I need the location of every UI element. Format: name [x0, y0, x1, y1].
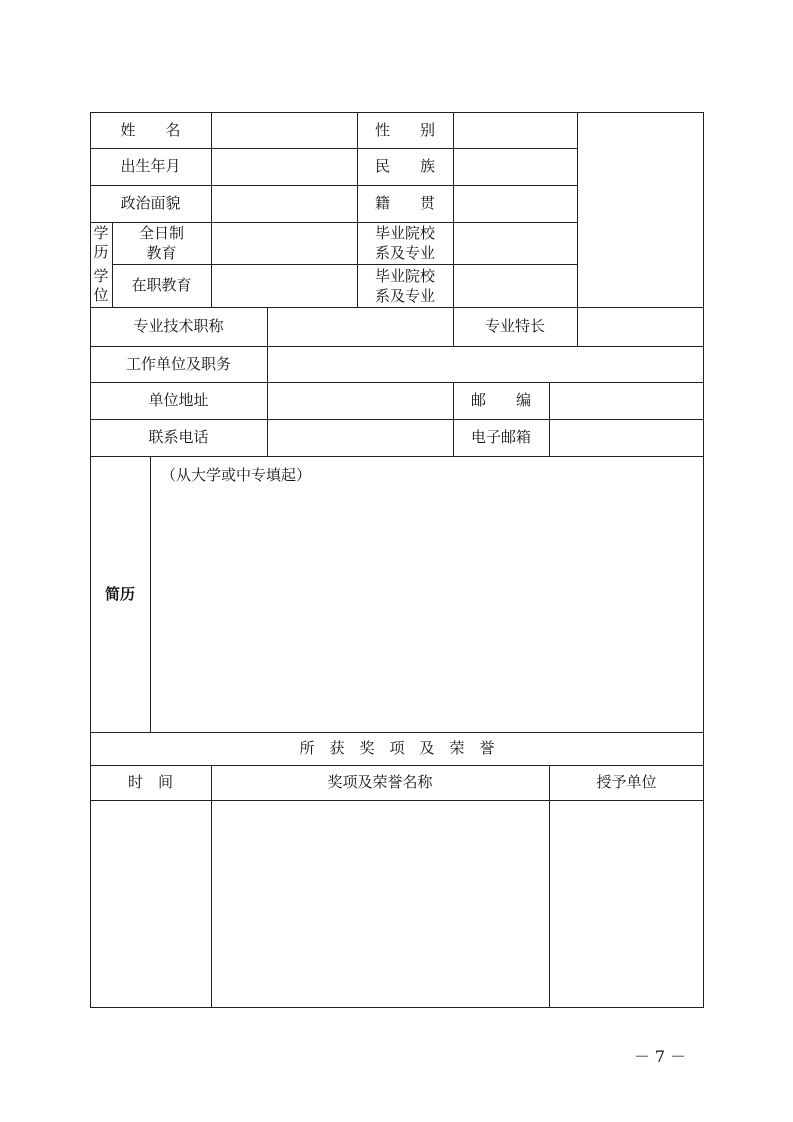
workplace-label: 工作单位及职务 — [125, 354, 231, 373]
awards-time-header: 时 间 — [127, 773, 173, 791]
resume-label: 简历 — [104, 584, 135, 603]
name-label: 姓 名 — [120, 120, 181, 139]
degree-side-char: 学 — [93, 224, 109, 242]
inservice-degree-field[interactable] — [212, 265, 357, 307]
native-place-label: 籍 贯 — [374, 194, 435, 212]
fulltime-degree-field[interactable] — [212, 223, 357, 264]
postcode-label: 邮 编 — [470, 391, 531, 409]
school-label-line1: 毕业院校 — [374, 224, 435, 242]
awards-name-header: 奖项及荣誉名称 — [327, 773, 433, 791]
awards-name-field[interactable] — [212, 801, 549, 1007]
fulltime-school-label — [357, 222, 453, 264]
awards-unit-field[interactable] — [550, 801, 703, 1007]
phone-label: 联系电话 — [148, 428, 209, 446]
inservice-school-field[interactable] — [454, 265, 577, 307]
school-label-line1: 毕业院校 — [374, 266, 435, 285]
resume-field[interactable] — [151, 457, 703, 732]
political-label: 政治面貌 — [120, 194, 181, 212]
name-field[interactable] — [212, 113, 357, 148]
workplace-field[interactable] — [268, 347, 703, 382]
fulltime-label-line2: 教育 — [146, 244, 177, 262]
table-border-right — [703, 112, 704, 1008]
degree-side-label-top — [90, 222, 112, 264]
birth-field[interactable] — [212, 149, 357, 185]
awards-time-field[interactable] — [91, 801, 211, 1007]
degree-side-char: 历 — [93, 243, 109, 261]
email-field[interactable] — [550, 420, 703, 456]
fulltime-school-field[interactable] — [454, 223, 577, 264]
fulltime-label — [112, 222, 211, 264]
ethnicity-field[interactable] — [454, 149, 577, 185]
birth-label: 出生年月 — [120, 157, 181, 175]
title-label: 专业技术职称 — [133, 317, 224, 335]
degree-side-label-bottom — [90, 264, 112, 307]
postcode-field[interactable] — [550, 383, 703, 419]
ethnicity-label: 民 族 — [374, 157, 435, 175]
degree-side-char: 位 — [93, 285, 109, 304]
title-field[interactable] — [268, 308, 453, 346]
awards-header: 所 获 奖 项 及 荣 誉 — [299, 739, 495, 757]
school-label-line2: 系及专业 — [374, 244, 435, 262]
fulltime-label-line1: 全日制 — [138, 224, 184, 242]
address-label: 单位地址 — [148, 391, 209, 409]
political-field[interactable] — [212, 186, 357, 222]
inservice-school-label — [357, 264, 453, 307]
native-place-field[interactable] — [454, 186, 577, 222]
gender-field[interactable] — [454, 113, 577, 148]
specialty-field[interactable] — [578, 308, 703, 346]
gender-label: 性 别 — [374, 120, 435, 139]
email-label: 电子邮箱 — [470, 428, 531, 446]
degree-side-char: 学 — [93, 266, 109, 285]
page-number: － 7 － — [633, 1047, 687, 1066]
phone-field[interactable] — [268, 420, 453, 456]
address-field[interactable] — [268, 383, 453, 419]
school-label-line2: 系及专业 — [374, 286, 435, 305]
resume-hint: （从大学或中专填起） — [161, 466, 312, 484]
table-border-bottom — [90, 1007, 704, 1008]
specialty-label: 专业特长 — [484, 317, 545, 335]
awards-unit-header: 授予单位 — [596, 773, 657, 791]
inservice-label: 在职教育 — [131, 276, 192, 294]
